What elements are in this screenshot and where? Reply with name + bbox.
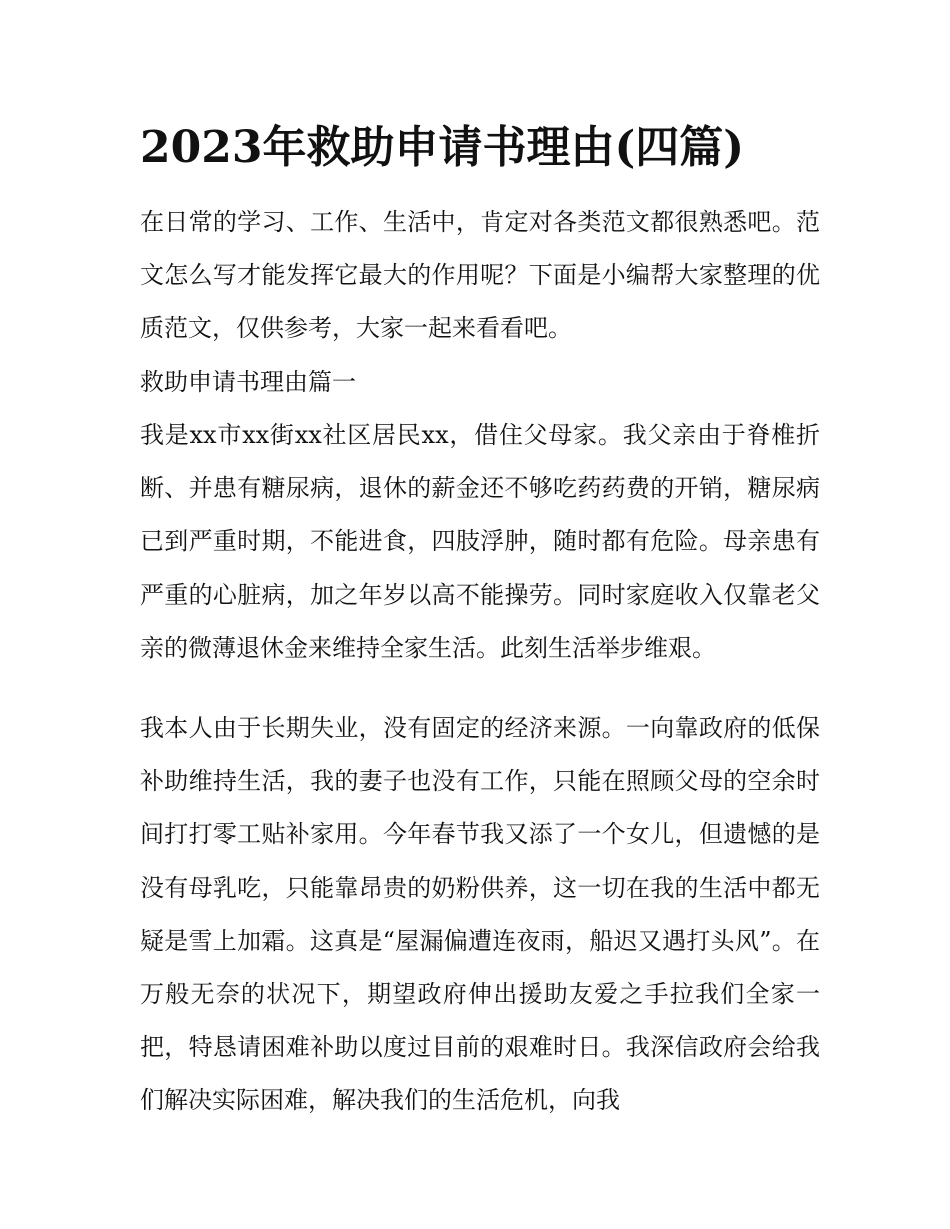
page-title: 2023年救助申请书理由(四篇) xyxy=(140,122,745,173)
body-paragraph: 我是xx市xx街xx社区居民xx，借住父母家。我父亲由于脊椎折断、并患有糖尿病，退休的薪金还不够吃药药费的开销，糖尿病已到严重时期，不能进食，四肢浮肿，随时都有危险。母亲患有严重的心脏病，加之年岁以高不能操劳。同时家庭收入仅靠老父亲的微薄退休金来维持全家生活。此刻生活举步维艰。 xyxy=(140,421,820,662)
section-heading: 救助申请书理由篇一 xyxy=(140,368,356,396)
intro-paragraph: 在日常的学习、工作、生活中，肯定对各类范文都很熟悉吧。范文怎么写才能发挥它最大的作用呢？下面是小编帮大家整理的优质范文，仅供参考，大家一起来看看吧。 xyxy=(140,208,820,343)
body-paragraph: 我本人由于长期失业，没有固定的经济来源。一向靠政府的低保补助维持生活，我的妻子也没有工作，只能在照顾父母的空余时间打打零工贴补家用。今年春节我又添了一个女儿，但遗憾的是没有母乳吃，只能靠昂贵的奶粉供养，这一切在我的生活中都无疑是雪上加霜。这真是“屋漏偏遭连夜雨，船迟又遇打头风”。在万般无奈的状况下，期望政府伸出援助友爱之手拉我们全家一把，特恳请困难补助以度过目前的艰难时日。我深信政府会给我们解决实际困难，解决我们的生活危机，向我 xyxy=(140,714,820,1115)
